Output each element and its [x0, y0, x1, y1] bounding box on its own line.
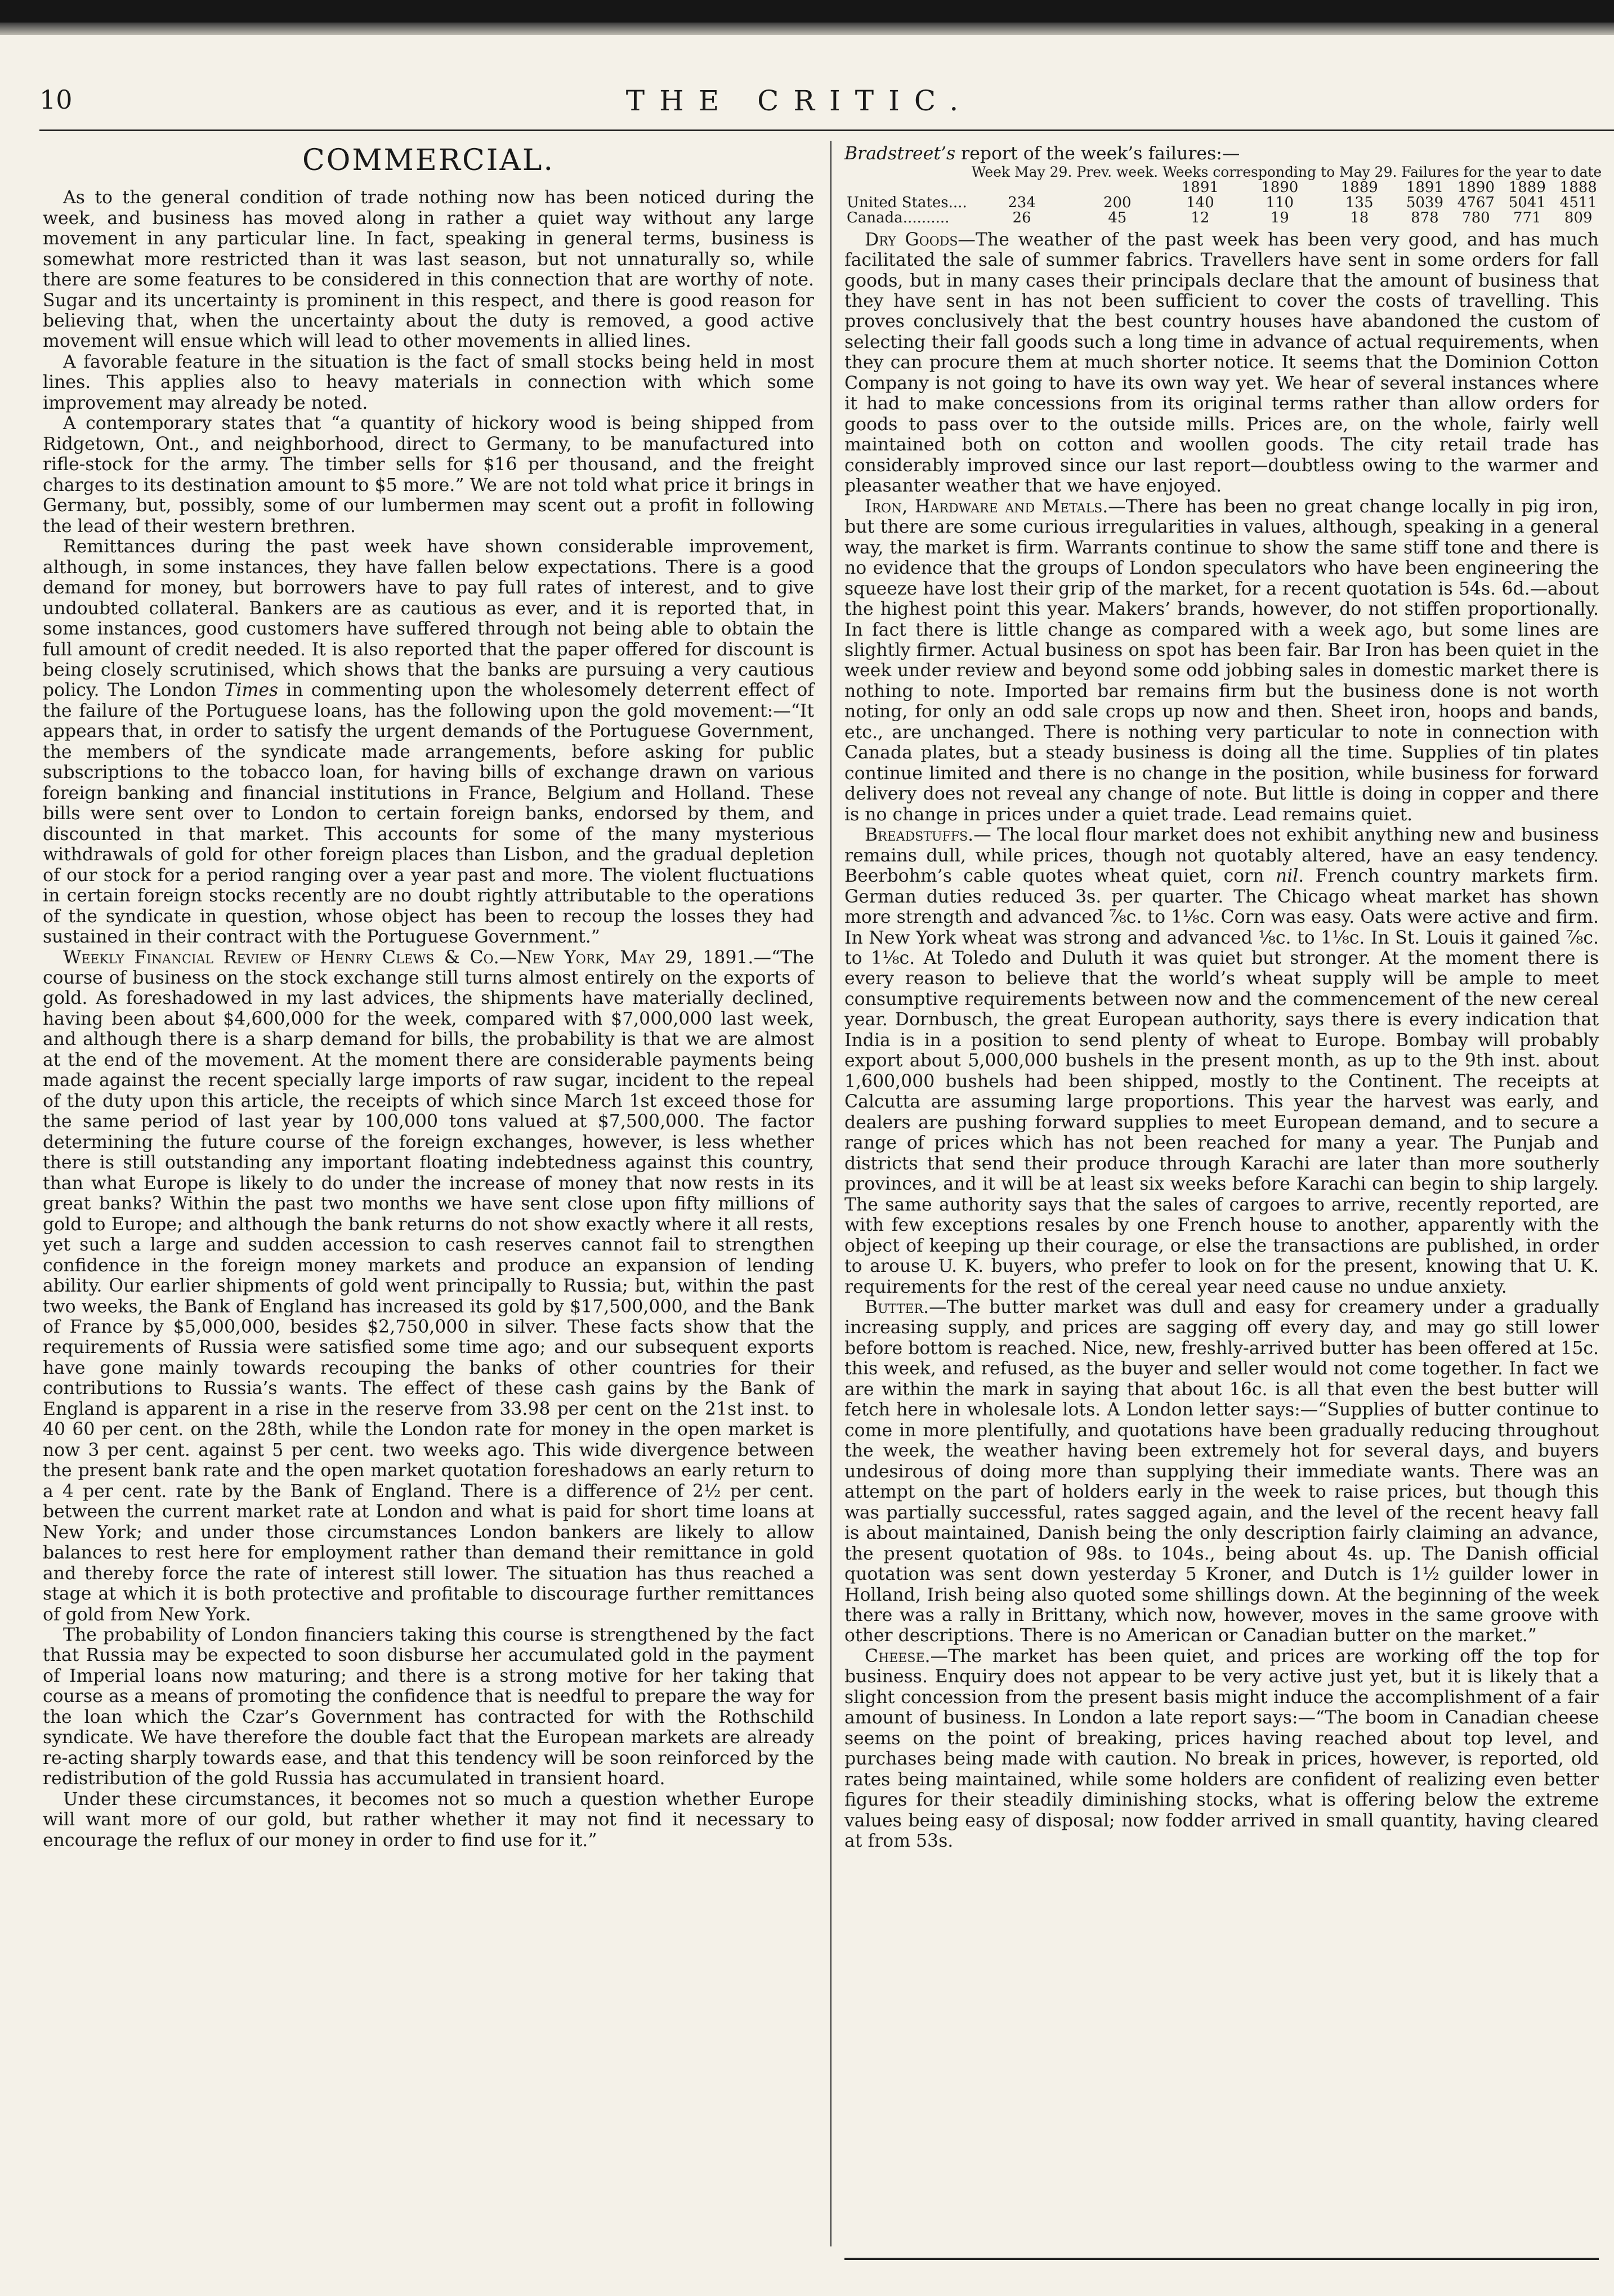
- breadstuffs-text-a: — The local flour market does not exhibit anything new and business remains dull, while prices, though not quotably altered, have an easy tendency. Beerbohm’s cable quotes wheat quiet, corn: [844, 825, 1599, 887]
- failures-intro-text: report of the week’s failures:—: [955, 144, 1240, 164]
- scan-top-shadow: [0, 23, 1614, 35]
- paragraph-general-trade: As to the general condition of trade nothing now has been noticed during the week, and business has moved along in rather a quiet way without any large movement in any particular line. In fact, speaking in general terms, business is somewhat more restricted than it was last season, but not unnaturally so, while there are some features to be considered in this connection that are worthy of note. Sugar and its uncertainty is prominent in this respect, and there is good reason for believing that, when the uncertainty about the duty is removed, a good active movement will ensue which will lead to other movements in allied lines.: [43, 187, 814, 352]
- failures-table: [844, 165, 1604, 226]
- cheese-body: —The market has been quiet, and prices are working off the top for business. Enquiry does not appear to be very active just yet, but it is likely that a slight concession from the present basis might induce the accomplishment of a fair amount of business. In London a late report says:—“The boom in Canadian cheese seems on the point of breaking, prices having reached about top level, and purchases being made with caution. No break in prices, however, is reported, old rates being maintained, while some holders are confident of realizing even better figures for their steadily diminishing stocks, what is offering below the extreme values being easy of disposal; now fodder arrived in small quantity, having cleared at from 53s.: [844, 1646, 1599, 1852]
- paragraph-butter: [844, 1297, 1599, 1646]
- table-cell: 5041: [1508, 194, 1546, 212]
- table-cell: 809: [1564, 209, 1593, 227]
- paragraph-hickory-wood: A contemporary states that “a quantity of hickory wood is being shipped from Ridgetown, Ont., and neighborhood, direct to Germany, to be manufactured into rifle-stock for the army. The timber sells for $16 per thousand, and the freight charges to its destination amount to $5 more.” We are not told what price it brings in Germany, but, possibly, some of our lumbermen may scent out a profit in following the lead of their western brethren.: [43, 413, 814, 537]
- dry-goods-heading: Dry Goods: [865, 229, 958, 250]
- remittances-text-a: Remittances during the past week have shown considerable improvement, although, in some instances, they have fallen below expectations. There is a good demand for money, but borrowers have to pay full rates of interest, and to give undoubted collateral. Bankers are as cautious as ever, and it is reported that, in some instances, good customers have suffered through not being able to obtain the full amount of credit needed. It is also reported that the paper offered for discount is being closely scrutinised, which shows that the banks are pursuing a very cautious policy. The London: [43, 537, 814, 701]
- year-label: 1891: [1406, 178, 1443, 196]
- year-label: 1888: [1559, 178, 1597, 196]
- iron-body: —There has been no great change locally in pig iron, but there are some curious irregularities in values, although, speaking in a general way, the market is firm. Warrants continue to show the same stiff tone and there is no evidence that the groups of London speculators who have been engineering the squeeze have lost their grip of the market, for a recent quotation is 54s. 6d.—about the highest point this year. Makers’ brands, however, do not stiffen proportionally. In fact there is little change as compared with a week ago, but some lines are slightly firmer. Actual business on spot has been fair. Bar Iron has been quiet in the week under review and beyond some odd jobbing sales in domestic market there is nothing to note. Imported bar remains firm but the business done is not worth noting, for only an odd sale crops up now and then. Sheet iron, hoops and bands, etc., are unchanged. There is nothing very particular to note in connection with Canada plates, but a steady business is doing all the time. Supplies of tin plates continue limited and there is no change in the position, while business for forward delivery does not reveal any change of note. But little is doing in copper and there is no change in prices under a quiet trade. Lead remains quiet.: [844, 496, 1599, 825]
- breadstuffs-heading: Breadstuffs.: [865, 825, 974, 846]
- table-cell: 140: [1186, 194, 1214, 212]
- header-corresponding-weeks: Weeks corresponding to May 29.: [1163, 164, 1397, 181]
- country-name: United States....: [847, 194, 967, 212]
- table-cell: 12: [1191, 209, 1210, 227]
- paragraph-london-financiers: The probability of London financiers taking this course is strengthened by the fact that Russia may be expected to soon disburse her accumulated gold in the payment of Imperial loans now maturing; and there is a strong motive for her taking that course as a means of promoting the confidence that is needful to prepare the way for the loan which the Czar’s Government has contracted for with the Rothschild syndicate. We have therefore the double fact that the European markets are already re-acting sharply towards ease, and that this tendency will be soon reinforced by the redistribution of the gold Russia has accumulated in transient hoard.: [43, 1625, 814, 1789]
- page-header: [39, 84, 1559, 124]
- left-column: [43, 144, 814, 1851]
- year-label: 1889: [1508, 178, 1546, 196]
- table-cell: 234: [1008, 194, 1036, 212]
- table-year-row: [844, 180, 1604, 195]
- clews-review-heading: Weekly Financial Review of Henry Clews & Co.—New York, May 29, 1891.: [63, 947, 754, 968]
- table-cell: 5039: [1406, 194, 1443, 212]
- paragraph-circumstances: Under these circumstances, it becomes not so much a question whether Europe will want more of our gold, but rather whether it may not find it necessary to encourage the reflux of our money in order to find use for it.”: [43, 1789, 814, 1851]
- running-title: THE CRITIC.: [625, 84, 973, 117]
- column-divider: [830, 141, 831, 2246]
- failures-intro: [844, 144, 1599, 164]
- table-spacer: [844, 165, 969, 180]
- table-cell: 45: [1108, 209, 1127, 227]
- breadstuffs-text-b: . French country markets firm. German duties reduced 3s. per quarter. The Chicago wheat market has shown more strength and advanced ⅞c. to 1⅛c. Corn was easy. Oats were active and firm. In New York wheat was strong and advanced ⅛c. to 1⅛c. In St. Louis it gained ⅞c. to 1⅛c. At Toledo and Duluth it was quiet but stronger. At the moment there is every reason to believe that the world’s wheat supply will be ample to meet consumptive requirements between now and the commencement of the new cereal year. Dornbusch, the great European authority, says there is every indication that India is in a position to send plenty of wheat to Europe. Bombay will probably export about 5,000,000 bushels in the present month, as up to the 9th inst. about 1,600,000 bushels had been shipped, mostly to the Continent. The receipts at Calcutta are assuming large proportions. This year the harvest was early, and dealers are pushing forward supplies to meet European demand, and to secure a range of prices which has not been reached for many a year. The Punjab and districts that send their produce through Karachi are later than more southerly provinces, and it will be at least six weeks before Karachi can begin to ship largely. The same authority says that the sales of cargoes to arrive, recently reported, are with few exceptions resales by one French house to another, apparently with the object of keeping up their courage, or else the transactions are published, in order to arouse U. K. buyers, who prefer to look on for the present, knowing that U. K. requirements for the rest of the cereal year need cause no undue anxiety.: [844, 866, 1599, 1297]
- country-name: Canada..........: [847, 209, 950, 227]
- butter-heading: Butter.: [865, 1297, 929, 1317]
- table-cell: 18: [1350, 209, 1369, 227]
- paragraph-remittances: [43, 537, 814, 947]
- table-cell: 19: [1270, 209, 1289, 227]
- dry-goods-body: —The weather of the past week has been very good, and has much facilitated the sale of summer fabrics. Travellers have sent in some orders for fall goods, but in many cases their principals declare that the amount of business that they have sent in has not been sufficient to cover the costs of travelling. This proves conclusively that the best country houses have abandoned the custom of selecting their fall goods such a long time in advance of actual requirements, when they can procure them at much shorter notice. It seems that the Dominion Cotton Company is not going to have its own way yet. We hear of several instances where it had to make concessions from its original terms rather than allow orders for goods to pass over to the outside mills. Prices are, on the whole, fairly well maintained both on cotton and woollen goods. The city retail trade has considerably improved since our last report—doubtless owing to the warmer and pleasanter weather that we have enjoyed.: [844, 229, 1599, 497]
- year-label: 1889: [1340, 178, 1378, 196]
- paragraph-small-stocks: A favorable feature in the situation is the fact of small stocks being held in most lines. This applies also to heavy materials in connection with which some improvement may already be noted.: [43, 351, 814, 413]
- year-label: 1890: [1457, 178, 1495, 196]
- paragraph-dry-goods: [844, 230, 1599, 497]
- table-cell: 4767: [1457, 194, 1495, 212]
- table-cell: 4511: [1559, 194, 1597, 212]
- paragraph-cheese: [844, 1646, 1599, 1852]
- header-prev-week: Prev. week.: [1076, 164, 1159, 181]
- year-label: 1890: [1261, 178, 1299, 196]
- section-title: COMMERCIAL.: [302, 144, 555, 177]
- paragraph-iron-hardware: [844, 497, 1599, 825]
- table-cell: 26: [1012, 209, 1031, 227]
- header-week: Week May 29.: [971, 164, 1072, 181]
- corn-nil: nil: [1275, 866, 1299, 887]
- table-row-united-states: [844, 195, 1604, 211]
- bradstreet-name: Bradstreet’s: [844, 144, 956, 164]
- header-rule: [39, 129, 1614, 131]
- butter-body: —The butter market was dull and easy for creamery under a gradually increasing supply, and prices are sagging off every day, and may go still lower before bottom is reached. Nice, new, freshly-arrived butter has been offered at 15c. this week, and refused, as the buyer and seller would not come together. In fact we are within the mark in saying that about 16c. is all that even the best butter will fetch here in wholesale lots. A London letter says:—“Supplies of butter continue to come in more plentifully, and quotations have been gradually reducing throughout the week, the weather having been extremely hot for several days, and buyers undesirous of doing more than supplying their immediate wants. There was an attempt on the part of holders early in the week to raise prices, but though this was partially successful, rates sagged again, and the level of the recent heavy fall is about maintained, Danish being the only description fairly claiming an advance, the present quotation of 98s. to 104s., being about 4s. up. The Danish official quotation was sent down yesterday 5 Kroner, and Dutch is 1½ guilder lower in Holland, Irish being also quoted some shillings down. At the beginning of the week there was a rally in Brittany, which now, however, moves in the same groove with other descriptions. There is no American or Canadian butter on the market.”: [844, 1297, 1599, 1646]
- year-label: 1891: [1181, 178, 1219, 196]
- header-failures-year: Failures for the year to date: [1401, 164, 1602, 181]
- times-title: Times: [224, 680, 279, 701]
- footer-rule: [844, 2258, 1599, 2260]
- table-cell: 780: [1462, 209, 1490, 227]
- right-column: [844, 144, 1602, 1852]
- paragraph-clews-review: [43, 948, 814, 1625]
- remittances-text-b: in commenting upon the wholesomely deterrent effect of the failure of the Portuguese loans, has the following upon the gold movement:—“It appears that, in order to satisfy the urgent demands of the Portuguese Government, the members of the syndicate made arrangements, before asking for public subscriptions to the tobacco loan, for having bills of exchange drawn on various foreign banking and financial institutions in France, Belgium and Holland. These bills were sent over to London to certain foreign banks, endorsed by them, and discounted in that market. This accounts for some of the many mysterious withdrawals of gold for other foreign places than Lisbon, and the gradual depletion of our stock for a period ranging over a year past and more. The violent fluctuations in certain foreign stocks recently are no doubt rightly attributable to the operations of the syndicate in question, whose object has been to recoup the losses they had sustained in their contract with the Portuguese Government.”: [43, 680, 814, 948]
- page-number: 10: [39, 84, 73, 115]
- scan-top-border: [0, 0, 1614, 23]
- paragraph-breadstuffs: [844, 825, 1599, 1297]
- table-cell: 110: [1266, 194, 1294, 212]
- clews-review-body: —“The course of business on the stock exchange still turns almost entirely on the exports of gold. As foreshadowed in my last advices, the shipments have materially declined, having been about $4,600,000 for the week, compared with $7,000,000 last week, and although there is a sharp demand for bills, the probability is that we are almost at the end of the movement. At the moment there are considerable payments being made against the recent specially large imports of raw sugar, incident to the repeal of the duty upon this article, the receipts of which since March 1st exceed those for the same period of last year by 100,000 tons valued at $7,500,000. The factor determining the future course of the foreign exchanges, however, is less whether there is still outstanding any important floating indebtedness against this country, than what Europe is likely to do under the increase of money that now rests in its great banks? Within the past two months we have sent close upon fifty millions of gold to Europe; and although the bank returns do not show exactly where it all rests, yet such a large and sudden accession to cash reserves cannot fail to strengthen confidence in the foreign money markets and produce an expansion of lending ability. Our earlier shipments of gold went principally to Russia; but, within the past two weeks, the Bank of England has increased its gold by $17,500,000, and the Bank of France by $5,000,000, besides $2,750,000 in silver. These facts show that the requirements of Russia were satisfied some time ago; and our subsequent exports have gone mainly towards recouping the banks of other countries for their contributions to Russia’s wants. The effect of these cash gains by the Bank of England is apparent in a rise in the reserve from 33.98 per cent on the 21st inst. to 40 60 per cent. on the 28th, while the London rate for money in the open market is now 3 per cent. against 5 per cent. two weeks ago. This wide divergence between the present bank rate and the open market quotation foreshadows an early return to a 4 per cent. rate by the Bank of England. There is a difference of 2½ per cent. between the current market rate at London and what is paid for short time loans at New York; and under those circumstances London bankers are likely to allow balances to rest here for employment rather than demand their remittance in gold and thereby force the rate of interest still lower. The situation has thus reached a stage at which it is both protective and profitable to discourage further remittances of gold from New York.: [43, 947, 814, 1625]
- table-cell: 771: [1513, 209, 1541, 227]
- cheese-heading: Cheese.: [865, 1646, 931, 1667]
- table-cell: 135: [1345, 194, 1374, 212]
- table-cell: 878: [1411, 209, 1439, 227]
- table-cell: 200: [1103, 194, 1132, 212]
- table-row-canada: [844, 211, 1604, 226]
- iron-heading: Iron, Hardware and Metals.: [865, 496, 1108, 517]
